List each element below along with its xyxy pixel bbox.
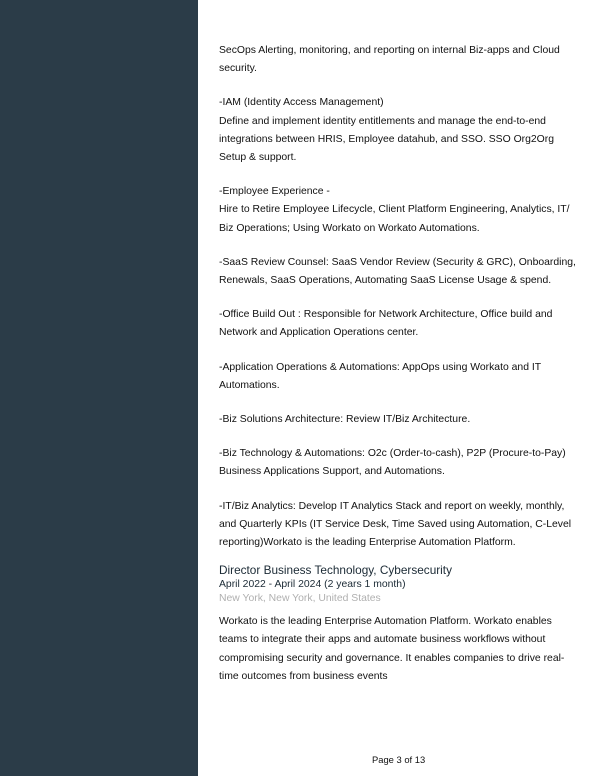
paragraph-employee-experience: -Employee Experience - Hire to Retire Employee Lifecycle, Client Platform Engineering, Analytics, IT/ Biz Operations; Using Workato on Workato Automations.: [219, 186, 570, 234]
paragraph-application-operations: -Application Operations & Automations: AppOps using Workato and IT Automations.: [219, 361, 542, 391]
job-location: New York, New York, United States: [219, 593, 381, 605]
paragraph-office-build-out: -Office Build Out : Responsible for Network Architecture, Office build and Network and Application Operations center.: [219, 309, 553, 339]
job-dates: April 2022 - April 2024 (2 years 1 month): [219, 579, 406, 591]
page-number: Page 3 of 13: [372, 754, 426, 765]
paragraph-saas-review: -SaaS Review Counsel: SaaS Vendor Review (Security & GRC), Onboarding, Renewals, SaaS Operations, Automating SaaS License Usage & spend.: [219, 256, 576, 287]
paragraph-iam: -IAM (Identity Access Management) Define and implement identity entitlements and manage the end-to-end integrations between HRIS, Employee datahub, and SSO. SSO Org2Org Setup & support.: [219, 97, 554, 164]
job-description: Workato is the leading Enterprise Automation Platform. Workato enables teams to integrate their apps and automate business workflows without compromising security and governance. It enables companies to drive real- time outcomes from business events: [219, 616, 565, 682]
paragraph-it-biz-analytics: -IT/Biz Analytics: Develop IT Analytics Stack and report on weekly, monthly, and Quarterly KPIs (IT Service Desk, Time Saved using Automation, C-Level reporting)Workato is the leading Enterprise Automation Platform.: [219, 500, 572, 549]
job-title: Director Business Technology, Cybersecurity: [219, 563, 452, 578]
sidebar-panel: [0, 0, 198, 776]
resume-content: [219, 42, 579, 702]
job-entry: [219, 563, 579, 686]
paragraph-secops: SecOps Alerting, monitoring, and reporting on internal Biz-apps and Cloud security.: [219, 45, 560, 75]
paragraph-biz-technology: -Biz Technology & Automations: O2c (Order-to-cash), P2P (Procure-to-Pay) Business Applications Support, and Automations.: [219, 448, 566, 478]
paragraph-biz-solutions: -Biz Solutions Architecture: Review IT/Biz Architecture.: [219, 414, 471, 426]
